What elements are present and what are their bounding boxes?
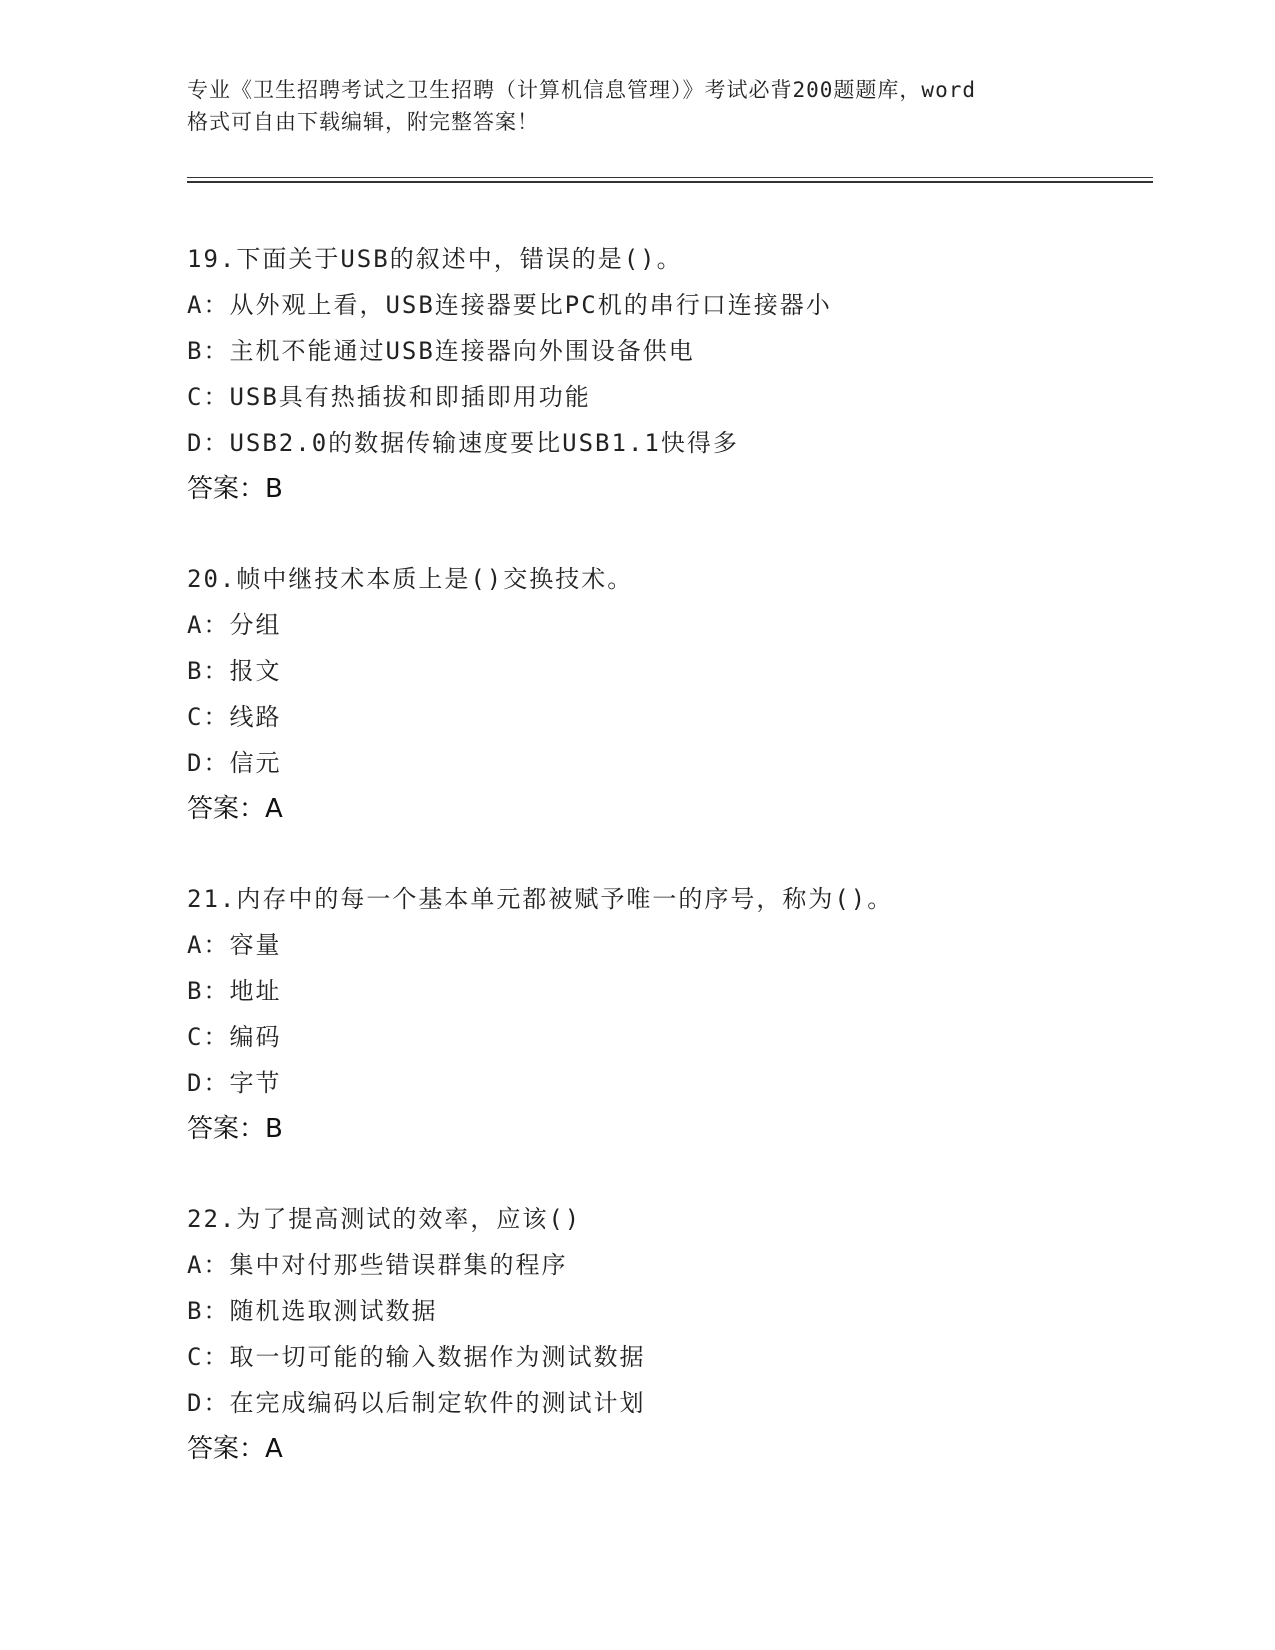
question-stem: 20.帧中继技术本质上是()交换技术。 (187, 565, 634, 593)
answer-label: 答案：A (187, 1434, 283, 1464)
option-a: A：分组 (187, 611, 282, 639)
question-stem: 21.内存中的每一个基本单元都被赋予唯一的序号，称为()。 (187, 885, 894, 913)
option-b: B：报文 (187, 657, 282, 685)
option-a: A：集中对付那些错误群集的程序 (187, 1251, 568, 1279)
header-divider-top (187, 177, 1153, 178)
option-d: D：字节 (187, 1069, 282, 1097)
document-header (187, 74, 1087, 138)
option-b: B：地址 (187, 977, 282, 1005)
option-b: B：随机选取测试数据 (187, 1297, 438, 1325)
header-line-1: 专业《卫生招聘考试之卫生招聘（计算机信息管理）》考试必背200题题库，word (187, 78, 976, 102)
answer-label: 答案：B (187, 474, 283, 504)
option-c: C：编码 (187, 1023, 282, 1051)
question-stem: 19.下面关于USB的叙述中，错误的是()。 (187, 245, 683, 273)
option-d: D：信元 (187, 749, 282, 777)
question-19 (187, 236, 1137, 512)
header-divider-bottom (187, 181, 1153, 183)
question-20 (187, 556, 1137, 832)
option-a: A：容量 (187, 931, 282, 959)
answer-label: 答案：B (187, 1114, 283, 1144)
option-d: D：在完成编码以后制定软件的测试计划 (187, 1389, 646, 1417)
option-b: B：主机不能通过USB连接器向外围设备供电 (187, 337, 695, 365)
question-22 (187, 1196, 1137, 1472)
option-d: D：USB2.0的数据传输速度要比USB1.1快得多 (187, 429, 739, 457)
option-c: C：USB具有热插拔和即插即用功能 (187, 383, 591, 411)
question-stem: 22.为了提高测试的效率，应该() (187, 1205, 582, 1233)
option-c: C：取一切可能的输入数据作为测试数据 (187, 1343, 646, 1371)
option-c: C：线路 (187, 703, 282, 731)
header-line-2: 格式可自由下载编辑，附完整答案！ (187, 110, 539, 134)
option-a: A：从外观上看，USB连接器要比PC机的串行口连接器小 (187, 291, 832, 319)
question-21 (187, 876, 1137, 1152)
answer-label: 答案：A (187, 794, 283, 824)
